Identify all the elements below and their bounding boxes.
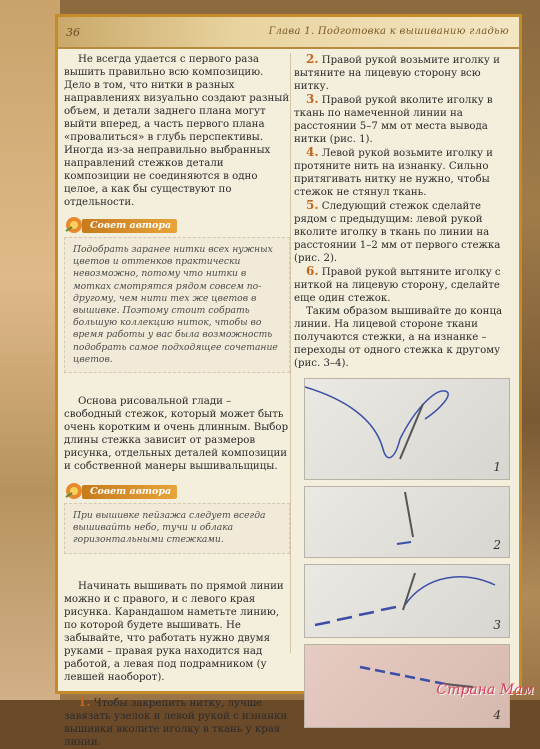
flower-icon bbox=[64, 481, 84, 501]
figure-2 bbox=[304, 486, 510, 558]
step-text: Следующий стежок сделайте рядом с предыдущим: левой рукой вколите иголку в ткань по линии на расстоянии 1–2 мм от первого стежка (рис. 2). bbox=[294, 201, 501, 264]
step-2 bbox=[294, 53, 516, 93]
flower-icon bbox=[64, 215, 84, 235]
stitch-line-illustration bbox=[305, 565, 509, 637]
step-number: 5. bbox=[306, 198, 319, 212]
figure-3 bbox=[304, 564, 510, 638]
step-3 bbox=[294, 93, 516, 146]
step-text: Правой рукой вколите иголку в ткань по намеченной линии на расстоянии 5–7 мм от места вывода нитки (рис. 1). bbox=[294, 95, 493, 145]
figure-1 bbox=[304, 378, 510, 480]
step-text: Правой рукой возьмите иголку и вытяните на лицевую сторону всю нитку. bbox=[294, 55, 500, 92]
tip-title: Совет автора bbox=[90, 220, 172, 231]
tip-box-2 bbox=[64, 503, 290, 554]
needle-illustration bbox=[305, 487, 509, 557]
tip-text: При вышивке пейзажа следует всегда вышивайть небо, тучи и облака горизонтальными стежками. bbox=[73, 510, 266, 546]
figure-label: 2 bbox=[493, 538, 501, 552]
tip-box-1 bbox=[64, 237, 290, 373]
paragraph-3: Начинать вышивать по прямой линии можно и с правого, и с левого края рисунка. Карандашом наметьте линию, по которой будете вышивать. Не забывайте, что работать нужно двумя руками – правая рука находится над работой, а левая под подрамником (у левшей наоборот). bbox=[64, 580, 284, 683]
step-text: Правой рукой вытяните иголку с ниткой на лицевую сторону, сделайте еще один стежок. bbox=[294, 267, 501, 304]
intro-paragraph: Не всегда удается с первого раза вышить правильно всю композицию. Дело в том, что нитки в разных направлениях визуально создают разный объем, и детали заднего плана могут выйти вперед, а часть первого плана «провалиться» в глубь перспективы. Иногда из-за неправильно выбранных направлений стежков детали композиции не соединяются в одно целое, а как бы существуют по отдельности. bbox=[64, 54, 290, 208]
step-number: 2. bbox=[306, 52, 319, 66]
step-number: 3. bbox=[306, 92, 319, 106]
paragraph-2: Основа рисовальной глади – свободный стежок, который может быть очень коротким и очень длинным. Выбор длины стежка зависит от размеров рисунка, отдельных деталей композиции и собственной манеры вышивальщицы. bbox=[64, 396, 289, 473]
tip-header-1 bbox=[64, 215, 290, 235]
figure-label: 3 bbox=[493, 618, 501, 632]
paragraph-end: Таким образом вышивайте до конца линии. На лицевой стороне ткани получаются стежки, а на изнанке – переходы от одного стежка к другому (рис. 3–4). bbox=[294, 306, 503, 369]
left-column bbox=[64, 53, 290, 749]
step-number: 1. bbox=[78, 694, 91, 709]
figure-label: 4 bbox=[493, 708, 501, 722]
step-number: 6. bbox=[306, 264, 319, 278]
step-6 bbox=[294, 265, 516, 305]
figure-label: 1 bbox=[493, 460, 501, 474]
step-5 bbox=[294, 199, 516, 265]
step-number: 4. bbox=[306, 145, 319, 159]
needle-thread-illustration bbox=[305, 379, 509, 479]
background-left-strip bbox=[0, 0, 60, 700]
column-divider bbox=[290, 53, 291, 653]
book-page bbox=[55, 14, 522, 748]
tip-text: Подобрать заранее нитки всех нужных цветов и оттенков практически невозможно, потому что нитки в мотках смотрятся рядом совсем по-другому, чем нити тех же цветов в вышивке. Поэтому стоит собрать большую коллекцию ниток, чтобы во время работы у вас была возможность подобрать самое подходящее сочетание цветов. bbox=[73, 244, 278, 365]
step-text: Левой рукой возьмите иголку и протяните нить на изнанку. Сильно притягивать нитку не нужно, чтобы стежок не стянул ткань. bbox=[294, 148, 493, 198]
step-4 bbox=[294, 146, 516, 199]
page-header bbox=[58, 17, 519, 49]
chapter-title: Глава 1. Подготовка к вышиванию гладью bbox=[268, 26, 509, 37]
right-column bbox=[294, 53, 516, 734]
tip-header-2 bbox=[64, 481, 290, 501]
page-number: 36 bbox=[66, 26, 80, 39]
tip-title: Совет автора bbox=[90, 486, 172, 498]
step-text: Чтобы закрепить нитку, лучше завязать узелок и левой рукой с изнанки вышивки вколите иголку в ткань у края линии. bbox=[64, 697, 288, 748]
step-1 bbox=[64, 696, 290, 749]
watermark-logo: Страна Мам bbox=[436, 682, 534, 698]
